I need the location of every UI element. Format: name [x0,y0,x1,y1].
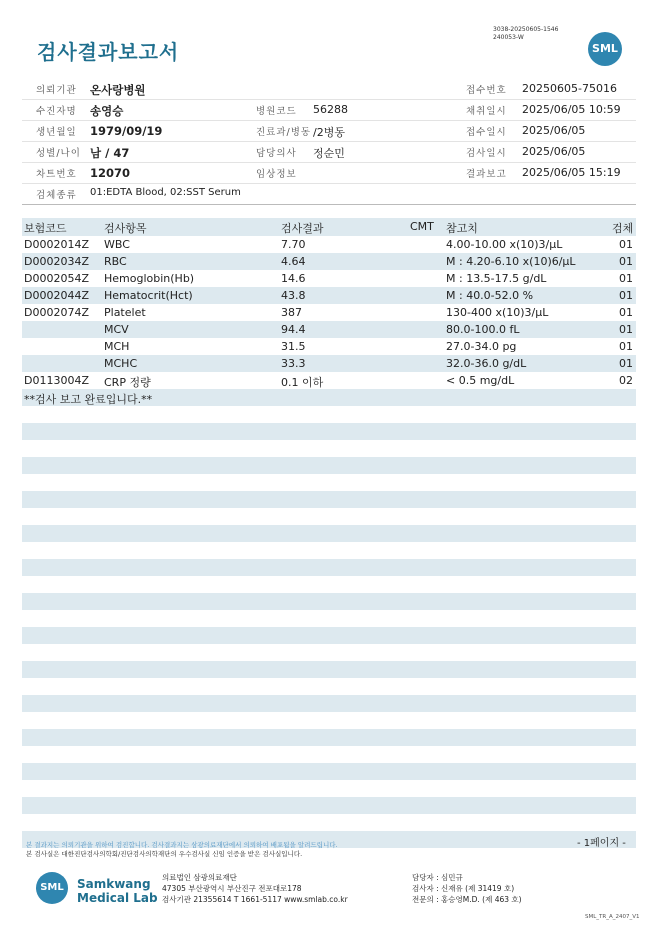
empty-row-band [22,491,636,508]
value: /2병동 [313,126,345,139]
empty-row-band [22,729,636,746]
value: 20250605-75016 [522,82,617,95]
col-specimen: 검체 [612,222,634,235]
cell-ref: 4.00-10.00 x(10)3/μL [446,238,563,251]
label: 결과보고 [466,169,507,180]
cell-ref: M : 4.20-6.10 x(10)6/μL [446,255,576,268]
cell-item: RBC [104,255,127,268]
cell-ref: 32.0-36.0 g/dL [446,357,527,370]
value: 2025/06/05 10:59 [522,103,621,116]
label: 담당의사 [256,148,297,159]
col-ref: 참고치 [446,222,478,235]
cell-ref: M : 40.0-52.0 % [446,289,534,302]
table-row [22,287,636,304]
cell-item: WBC [104,238,130,251]
cell-code: D0002054Z [24,272,89,285]
cell-item: Platelet [104,306,146,319]
cell-result: 7.70 [281,238,306,251]
cell-ref: < 0.5 mg/dL [446,374,515,387]
label: 차트번호 [36,169,77,180]
info-row [22,100,636,121]
label: 검체종류 [36,190,77,201]
value: 2025/06/05 [522,124,586,137]
label: 의뢰기관 [36,85,77,96]
label: 검사일시 [466,148,507,159]
cell-item: Hemoglobin(Hb) [104,272,195,285]
cell-ref: M : 13.5-17.5 g/dL [446,272,547,285]
label: 접수번호 [466,85,507,96]
value: 정순민 [313,147,345,160]
cell-result: 31.5 [281,340,306,353]
col-cmt: CMT [410,220,434,233]
cell-item: Hematocrit(Hct) [104,289,193,302]
table-body [22,236,636,389]
cell-ref: 80.0-100.0 fL [446,323,520,336]
label: 채취일시 [466,106,507,117]
value: 56288 [313,103,348,116]
value: 온사랑병원 [90,83,146,97]
info-row [22,79,636,100]
table-header [22,218,636,236]
cell-result: 0.1 이하 [281,376,324,389]
cell-specimen: 01 [619,323,633,336]
table-row [22,253,636,270]
cell-code: D0113004Z [24,374,89,387]
info-row [22,142,636,163]
value: 12070 [90,166,131,180]
document-id: 3038-20250605-1546 240053-W [493,26,559,41]
cell-specimen: 01 [619,238,633,251]
label: 진료과/병동 [256,127,312,138]
completion-row [22,389,636,406]
results-table [22,218,636,406]
info-row [22,121,636,142]
empty-row-band [22,593,636,610]
cell-result: 387 [281,306,302,319]
table-row [22,236,636,253]
cell-result: 14.6 [281,272,306,285]
cell-code: D0002034Z [24,255,89,268]
cell-specimen: 02 [619,374,633,387]
label: 임상정보 [256,169,297,180]
table-row [22,270,636,287]
cell-specimen: 01 [619,272,633,285]
empty-row-band [22,695,636,712]
form-code: SML_TR_A_2407_V1 [585,914,640,920]
footnotes: 본 결과지는 의뢰기관을 위하여 검진합니다. 검사결과지는 삼광의료재단에서 의뢰하여 배포됨을 알려드립니다. 본 검사실은 대한진단검사의학회/진단검사의학재단의 우수검사실 신임 인증을 받은 검사실입니다. [26,841,338,858]
value: 송영승 [90,104,124,118]
table-row [22,372,636,389]
col-code: 보험코드 [24,222,67,235]
cell-ref: 130-400 x(10)3/μL [446,306,549,319]
empty-row-band [22,559,636,576]
value: 01:EDTA Blood, 02:SST Serum [90,187,241,198]
cell-item: MCV [104,323,129,336]
empty-row-band [22,525,636,542]
empty-row-band [22,457,636,474]
cell-specimen: 01 [619,289,633,302]
brand-name: Samkwang Medical Lab [77,877,158,905]
label: 성별/나이 [36,148,81,159]
lab-address: 의료법인 삼광의료재단 47305 부산광역시 부산진구 전포대로178 검사기관 21355614 T 1661-5117 www.smlab.co.kr [162,873,348,904]
completion-note: **검사 보고 완료입니다.** [24,393,153,406]
empty-row-band [22,661,636,678]
table-row [22,338,636,355]
page-number: - 1페이지 - [577,838,626,849]
value: 2025/06/05 [522,145,586,158]
table-row [22,321,636,338]
cell-item: MCHC [104,357,138,370]
cell-code: D0002044Z [24,289,89,302]
cell-specimen: 01 [619,255,633,268]
cell-result: 43.8 [281,289,306,302]
label: 수진자명 [36,106,77,117]
empty-row-band [22,797,636,814]
label: 생년월일 [36,127,77,138]
empty-row-band [22,763,636,780]
empty-row-band [22,423,636,440]
sml-logo-footer: SML [36,872,68,904]
value: 2025/06/05 15:19 [522,166,621,179]
cell-result: 4.64 [281,255,306,268]
patient-info [22,79,636,205]
cell-code: D0002014Z [24,238,89,251]
info-row [22,184,636,205]
table-row [22,355,636,372]
info-row [22,163,636,184]
col-item: 검사항목 [104,222,147,235]
sml-logo: SML [588,32,622,66]
value: 남 / 47 [90,146,130,160]
cell-specimen: 01 [619,357,633,370]
cell-specimen: 01 [619,340,633,353]
page-title: 검사결과보고서 [37,40,180,64]
empty-row-band [22,627,636,644]
value: 1979/09/19 [90,124,163,138]
label: 병원코드 [256,106,297,117]
cell-code: D0002074Z [24,306,89,319]
table-row [22,304,636,321]
col-result: 검사결과 [281,222,324,235]
cell-ref: 27.0-34.0 pg [446,340,517,353]
cell-result: 33.3 [281,357,306,370]
cell-item: MCH [104,340,130,353]
staff-info: 담당자 : 심민규 검사자 : 신재유 (제 31419 호) 전문의 : 홍승영M.D. (제 463 호) [412,873,522,904]
label: 접수일시 [466,127,507,138]
cell-specimen: 01 [619,306,633,319]
cell-item: CRP 정량 [104,376,151,389]
cell-result: 94.4 [281,323,306,336]
